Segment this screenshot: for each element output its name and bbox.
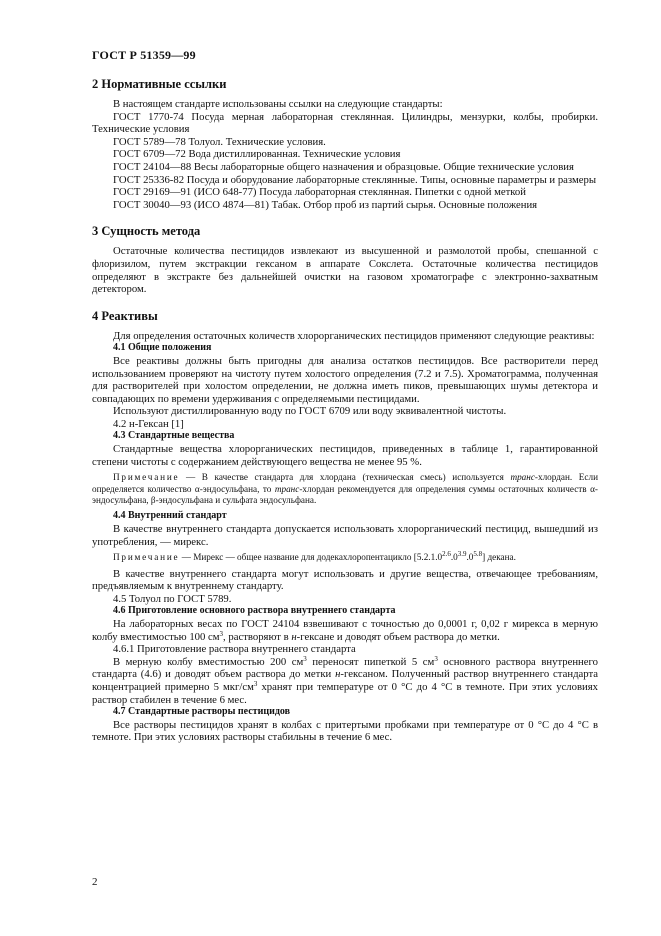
text: основного раствора внутреннего стандарта (4.6) и доводят объем раствора до метки [92,655,598,681]
item-4-6-1-heading: 4.6.1 Приготовление раствора внутреннего стандарта [113,643,356,656]
ref-item: ГОСТ 25336-82 Посуда и оборудование лабораторные стеклянные. Типы, основные параметры и размеры [113,173,597,186]
ref-item: ГОСТ 29169—91 (ИСО 648-77) Посуда лабораторная стеклянная. Пипетки с одной меткой [113,186,526,199]
paragraph-4-7: Все растворы пестицидов хранят в колбах с притертыми пробками при температуре от 0 °С до 4 °С в темноте. При этих условиях растворы стабильны в течение 6 мес. [92,718,598,744]
page-content [92,77,598,744]
superscript: 3 [434,654,438,663]
italic-text: н [291,630,297,643]
text: -гексане и доводят объем раствора до метки. [296,630,500,643]
section-heading-refs: 2 Нормативные ссылки [92,77,227,91]
text: -гексаном. Полученный раствор внутреннего стандарта концентрацией примерно 5 мкг/см [92,668,598,693]
method-text: Остаточные количества пестицидов извлекают из высушенной и размолотой пробы, спешанной с флоризилом, путем экстракции гексаном в аппарате Сокслета. Остаточные количества пестицидов определяют в экстракте без дальнейшей очистки на газовом хроматографе с электронно-захватным детектором. [92,245,598,296]
superscript: 3 [219,629,224,638]
note-label: Примечание [113,552,180,563]
ref-item: ГОСТ 5789—78 Толуол. Технические условия. [113,135,326,148]
text: переносят пипеткой 5 см [306,655,435,668]
note-chlordane [92,472,598,506]
ref-item: ГОСТ 1770-74 Посуда мерная лабораторная стеклянная. Цилиндры, мензурки, колбы, пробирки. Технические условия [92,110,598,136]
paragraph-4-1: Все реактивы должны быть пригодны для анализа остатков пестицидов. Все растворители перед использованием проверяют на чистоту путем холостого определения (7.2 и 7.5). Хроматограмма, полученная для растворителей при холостом определении, не должна иметь пиков, превышающих шумы детектора и совпадающих по времени удерживания с определяемыми пестицидами. [92,354,598,405]
superscript: 3.9 [457,550,467,559]
page-number: 2 [92,876,98,888]
item-4-5: 4.5 Толуол по ГОСТ 5789. [113,592,232,605]
text: , растворяют в [223,630,292,643]
paragraph-4-4-alt: В качестве внутреннего стандарта могут использовать и другие вещества, отвечающее требованиям, предъявляемым к внутреннему стандарту. [92,567,598,593]
text: В мерную колбу вместимостью 200 см [113,655,304,668]
subsection-heading-4-6: 4.6 Приготовление основного раствора внутреннего стандарта [113,605,396,617]
ref-item: ГОСТ 24104—88 Весы лабораторные общего назначения и образцовые. Общие технические условия [113,160,574,173]
text: хранят при температуре от 0 °С до 4 °С в темноте. При этих условиях раствор стабилен в течение 6 мес. [92,681,599,706]
text: На лабораторных весах по ГОСТ 24104 взвешивают с точностью до 0,0001 г, 0,02 г мирекса в мерную колбу вместимостью 100 см [92,618,598,643]
section-heading-reagents: 4 Реактивы [92,308,158,323]
note-text: .0 [450,552,458,563]
section-heading-method: 3 Сущность метода [92,224,201,239]
paragraph-4-3: Стандартные вещества хлорорганических пестицидов, приведенных в таблице 1, гарантированной степени чистоты с содержанием действующего вещества не менее 95 %. [92,443,598,468]
note-text: — Мирекс — общее название для додекахлоропентацикло [5.2.1.0 [179,552,443,563]
note-text: -хлордан рекомендуется для определения суммы остаточных количеств α-эндосульфана, β-эндосульфана и сульфата эндосульфана. [92,483,598,506]
paragraph-4-6 [92,618,598,643]
superscript: 2.6 [442,550,451,559]
subsection-heading-4-7: 4.7 Стандартные растворы пестицидов [113,706,291,718]
ref-item: ГОСТ 30040—93 (ИСО 4874—81) Табак. Отбор проб из партий сырья. Основные положения [113,198,538,211]
paragraph-4-4: В качестве внутреннего стандарта допускается использовать хлорорганический пестицид, вышедший из употребления, — мирекс. [92,523,598,548]
note-text: — В качестве стандарта для хлордана (техническая смесь) используется [179,472,511,483]
note-text: -хлордан. Если определяется количество α-эндосульфана, то [92,472,598,494]
italic-text: н [335,668,341,681]
ref-item: ГОСТ 6709—72 Вода дистиллированная. Технические условия [113,148,401,161]
subsection-heading-4-1: 4.1 Общие положения [113,342,212,354]
superscript: 5.8 [473,550,483,559]
subsection-heading-4-3: 4.3 Стандартные вещества [113,430,235,442]
note-italic: транс [510,472,535,483]
note-mirex [92,552,598,563]
superscript: 3 [303,654,307,663]
refs-intro: В настоящем стандарте использованы ссылки на следующие стандарты: [113,98,443,110]
document-header: ГОСТ Р 51359—99 [92,48,196,62]
paragraph-4-6-1 [92,656,598,706]
reagents-intro: Для определения остаточных количеств хлорорганических пестицидов применяют следующие реактивы: [113,329,595,342]
note-text: .0 [466,552,474,563]
note-italic: транс [274,483,300,494]
note-label: Примечание [113,472,180,483]
note-text: ] декана. [482,552,516,563]
item-4-2: 4.2 н-Гексан [1] [113,417,184,430]
superscript: 3 [253,680,258,688]
subsection-heading-4-4: 4.4 Внутренний стандарт [113,510,227,522]
paragraph-4-1-water: Используют дистиллированную воду по ГОСТ 6709 или воду эквивалентной чистоты. [113,405,507,418]
